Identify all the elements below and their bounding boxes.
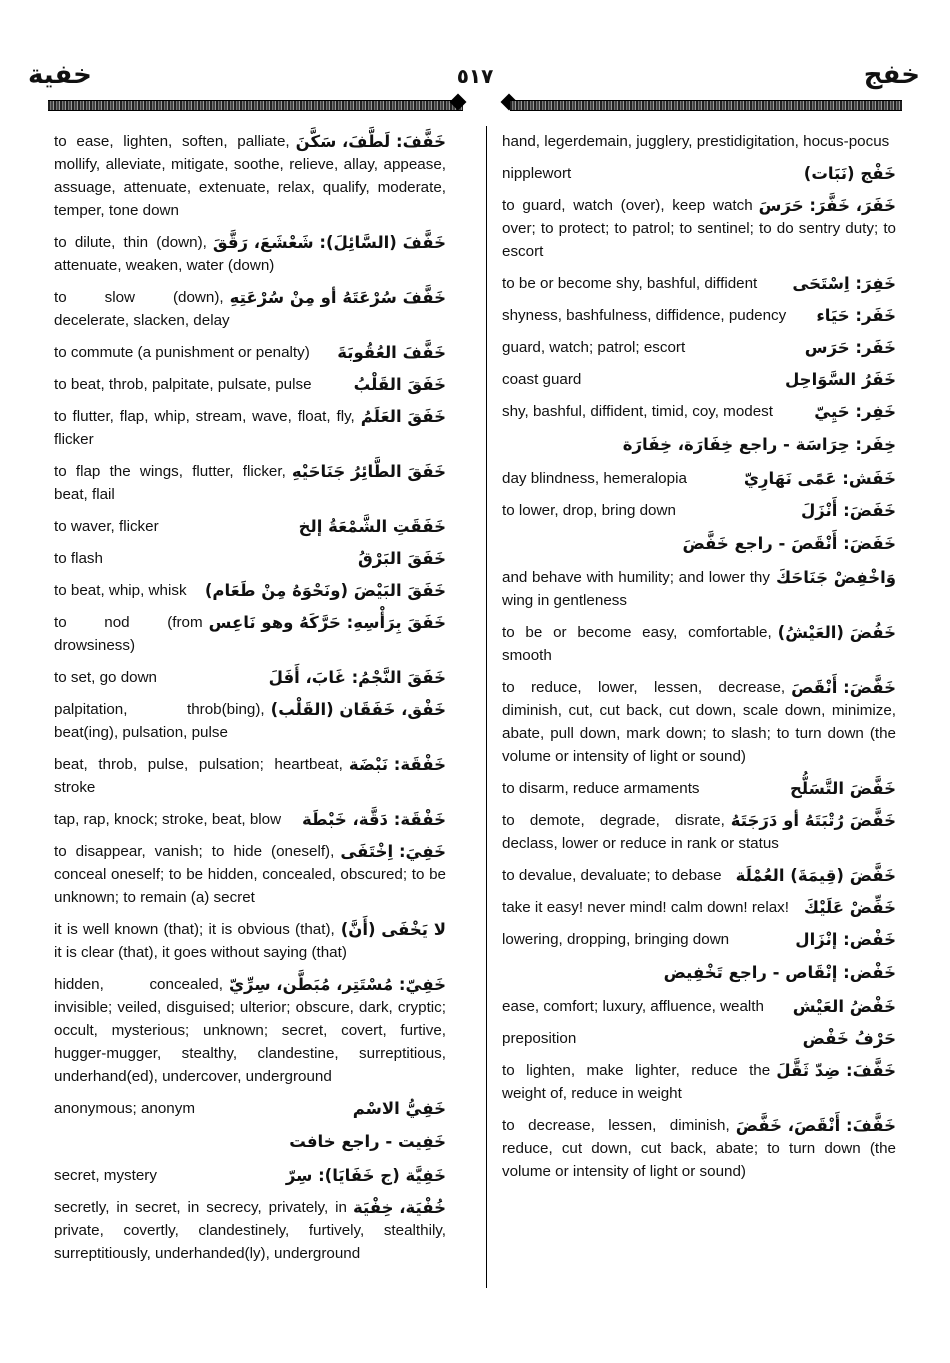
english-definition: to slow (down), decelerate, slacken, delay (54, 289, 230, 329)
english-definition: secretly, in secret, in secrecy, privately, in private, covertly, clandestinely, furtively, stealthily, surreptitiously, underhanded(ly), underground (54, 1199, 446, 1262)
arabic-headword: خَفَقَ البَيْضَ (ونَحْوَهُ مِنْ طَعَام) (204, 581, 446, 600)
english-definition: coast guard (502, 371, 582, 388)
dictionary-entry (54, 405, 446, 451)
arabic-headword: خَفِر: حَيِيّ (814, 402, 896, 421)
arabic-headword: خَفْقَة: نَبْضَة (348, 755, 446, 774)
arabic-headword: خَفِرَ: اِسْتَحَى (792, 274, 896, 293)
arabic-headword: خَفَقَ القَلْبُ (353, 375, 446, 394)
arabic-headword: خَفَّفَ (السَّائِلَ): شَعْشَعَ، رَقَّقَ (212, 233, 446, 252)
dictionary-entry (502, 194, 896, 263)
english-definition: secret, mystery (54, 1167, 157, 1184)
english-definition: to disarm, reduce armaments (502, 780, 700, 797)
dictionary-entry (54, 231, 446, 277)
right-column (502, 130, 896, 1192)
header-ornament-left (48, 100, 463, 111)
dictionary-entry (502, 336, 896, 359)
arabic-headword: خَفِيَ: اِخْتَفَى (340, 842, 446, 861)
dictionary-entry (502, 928, 896, 951)
dictionary-entry (54, 547, 446, 570)
dictionary-entry (54, 973, 446, 1088)
arabic-headword: خَفِيَّة (ج خَفَايَا): سِرّ (285, 1166, 446, 1185)
page-number: ٥١٧ (456, 64, 494, 88)
arabic-headword: خَفَقَ بِرَأْسِهِ: حَرَّكَهُ وهو نَاعِس (208, 613, 446, 632)
english-definition: tap, rap, knock; stroke, beat, blow (54, 811, 282, 828)
arabic-headword: خَفَر: حَيَاء (816, 306, 896, 325)
dictionary-entry (54, 698, 446, 744)
arabic-headword: خَفَر: حَرَس (804, 338, 896, 357)
english-definition: to lower, drop, bring down (502, 502, 676, 519)
arabic-headword: خَفَّفَ: ضِدّ ثَقَّلَ (776, 1061, 896, 1080)
arabic-headword: خَفْق، خَفَقَان (القَلْب) (270, 700, 446, 719)
arabic-cross-reference: خَفَضَ: أَنْقَصَ - راجع خَفَّضَ (682, 534, 896, 553)
english-definition: it is well known (that); it is obvious (that), it is clear (that), it goes without saying (that) (54, 921, 347, 961)
english-definition: to lighten, make lighter, reduce the weight of, reduce in weight (502, 1062, 771, 1102)
arabic-headword: خَفَقَ النَّجْمُ: غَابَ، أَفَلَ (268, 668, 446, 687)
guide-word-left: خفية (28, 60, 92, 90)
arabic-headword: خَفَرَ، خَفَّرَ: حَرَسَ (758, 196, 896, 215)
dictionary-entry (54, 840, 446, 909)
english-definition: shy, bashful, diffident, timid, coy, modest (502, 403, 773, 420)
english-definition: anonymous; anonym (54, 1100, 195, 1117)
dictionary-entry (502, 272, 896, 295)
english-definition: to guard, watch (over), keep watch over; to protect; to patrol; to sentinel; to do sentry duty; to escort (502, 197, 896, 260)
arabic-headword: خَفْقَة: دَقَّة، خَبْطَة (302, 810, 446, 829)
header-ornament-right (510, 100, 902, 111)
arabic-headword: حَرْفُ خَفْض (802, 1029, 896, 1048)
arabic-headword: خَفَقَ البَرْقُ (358, 549, 446, 568)
arabic-headword: خَفِّضْ عَلَيْكَ (803, 898, 896, 917)
arabic-headword: خَفَّضَ (قِيمَةَ) العُمْلَة (735, 866, 896, 885)
dictionary-entry (54, 611, 446, 657)
english-definition: to disappear, vanish; to hide (oneself), conceal oneself; to be hidden, concealed, obscured; to be unknown; to remain (a) secret (54, 843, 446, 906)
arabic-headword: خَفَّفَ: لَطَّفَ، سَكَّنَ (295, 132, 446, 151)
arabic-headword: خَفَّفَ سُرْعَتَهُ أو مِنْ سُرْعَتِهِ (229, 288, 446, 307)
dictionary-entry (502, 304, 896, 327)
arabic-headword: خَفَش: عَمًى نَهَارِيّ (743, 469, 896, 488)
dictionary-entry (502, 162, 896, 185)
dictionary-entry (54, 808, 446, 831)
english-definition: day blindness, hemeralopia (502, 470, 687, 487)
arabic-headword: خَفَّضَ رُتْبَتَهُ أو دَرَجَتَهُ (730, 811, 896, 830)
english-definition: preposition (502, 1030, 577, 1047)
dictionary-entry (54, 1097, 446, 1120)
arabic-headword: خَفَضَ: أَنْزَلَ (800, 501, 896, 520)
dictionary-entry (54, 286, 446, 332)
english-definition: hand, legerdemain, jugglery, prestidigitation, hocus-pocus (502, 133, 890, 150)
english-definition: to flap the wings, flutter, flicker, beat, flail (54, 463, 286, 503)
dictionary-entry (54, 666, 446, 689)
arabic-headword: خَفَّضَ: أَنْقَصَ (791, 678, 896, 697)
dictionary-entry (502, 864, 896, 887)
english-definition: to decrease, lessen, diminish, reduce, cut down, cut back, abate; to turn down (the volume or intensity of light or sound) (502, 1117, 896, 1180)
arabic-headword: خَفْض: إنْزَال (795, 930, 896, 949)
english-definition: to be or become shy, bashful, diffident (502, 275, 758, 292)
dictionary-entry (54, 341, 446, 364)
english-definition: to nod (from drowsiness) (54, 614, 203, 654)
english-definition: hidden, concealed, invisible; veiled, disguised; ulterior; obscure, dark, cryptic; occult, mysterious; unknown; secret, covert, furtive, hugger-mugger, stealthy, clandestine, surreptitious, underhand(ed), undercover, underground (54, 976, 446, 1085)
dictionary-entry (502, 130, 896, 153)
dictionary-entry (502, 809, 896, 855)
arabic-headword: خَفَّفَ العُقُوبَةَ (337, 343, 446, 362)
english-definition: to devalue, devaluate; to debase (502, 867, 722, 884)
arabic-headword: خُفْيَة، خِفْيَة (352, 1198, 446, 1217)
arabic-headword: خَفَقَتِ الشَّمْعَةُ إلخ (298, 517, 446, 536)
arabic-headword: خَفَقَ الطَّائِرُ جَنَاحَيْهِ (291, 462, 446, 481)
english-definition: to be or become easy, comfortable, smooth (502, 624, 772, 664)
english-definition: to flash (54, 550, 103, 567)
english-definition: to dilute, thin (down), attenuate, weaken, water (down) (54, 234, 275, 274)
english-definition: shyness, bashfulness, diffidence, pudency (502, 307, 787, 324)
english-definition: to demote, degrade, disrate, declass, lower or reduce in rank or status (502, 812, 779, 852)
english-definition: and behave with humility; and lower thy wing in gentleness (502, 569, 770, 609)
dictionary-entry (502, 995, 896, 1018)
dictionary-entry (502, 499, 896, 522)
english-definition: lowering, dropping, bringing down (502, 931, 730, 948)
dictionary-entry (54, 460, 446, 506)
dictionary-entry (502, 621, 896, 667)
arabic-headword: خَفَقَ العَلَمُ (360, 407, 446, 426)
arabic-cross-reference: خَفْض: إنْقَاص - راجع تَخْفِيض (663, 963, 896, 982)
dictionary-entry (54, 918, 446, 964)
arabic-headword: خَفَّفَ: أَنْقَصَ، خَفَّضَ (735, 1116, 896, 1135)
english-definition: to beat, throb, palpitate, pulsate, pulse (54, 376, 312, 393)
arabic-headword: خَفْج (نَبَات) (803, 164, 896, 183)
dictionary-entry (54, 515, 446, 538)
guide-word-right: خفج (863, 60, 920, 90)
arabic-headword: خَفِيُّ الاسْم (352, 1099, 446, 1118)
english-definition: to set, go down (54, 669, 158, 686)
dictionary-entry (54, 1164, 446, 1187)
english-definition: take it easy! never mind! calm down! relax! (502, 899, 789, 916)
arabic-headword: خَفُضَ (العَيْشُ) (777, 623, 896, 642)
dictionary-entry (54, 1196, 446, 1265)
english-definition: to ease, lighten, soften, palliate, mollify, alleviate, mitigate, soothe, relieve, allay, appease, assuage, attenuate, extenuate, relax, qualify, moderate, temper, tone down (54, 133, 446, 219)
english-definition: nipplewort (502, 165, 572, 182)
arabic-headword: لا يَخْفَى (أَنَّ) (340, 920, 446, 939)
dictionary-entry (502, 1114, 896, 1183)
arabic-headword: وَاخْفِضْ جَنَاحَكَ (775, 568, 896, 587)
arabic-cross-reference: خِفَر: حِرَاسَة - راجع خِفَارَة، خِفَارَة (622, 435, 896, 454)
english-definition: ease, comfort; luxury, affluence, wealth (502, 998, 764, 1015)
english-definition: palpitation, throb(bing), beat(ing), pulsation, pulse (54, 701, 265, 741)
english-definition: to commute (a punishment or penalty) (54, 344, 310, 361)
dictionary-entry (502, 676, 896, 768)
dictionary-entry (502, 896, 896, 919)
arabic-headword: خَفْضُ العَيْش (792, 997, 896, 1016)
arabic-headword: خَفَّضَ التَّسَلُّح (789, 779, 896, 798)
dictionary-entry (502, 777, 896, 800)
left-column (54, 130, 446, 1274)
english-definition: to beat, whip, whisk (54, 582, 187, 599)
english-definition: beat, throb, pulse, pulsation; heartbeat, stroke (54, 756, 343, 796)
dictionary-entry (54, 373, 446, 396)
english-definition: to waver, flicker (54, 518, 159, 535)
dictionary-entry (502, 400, 896, 423)
dictionary-entry (502, 566, 896, 612)
dictionary-entry (502, 1059, 896, 1105)
column-divider (486, 126, 487, 1288)
english-definition: guard, watch; patrol; escort (502, 339, 686, 356)
dictionary-entry (502, 1027, 896, 1050)
arabic-headword: خَفَرُ السَّوَاحِل (784, 370, 896, 389)
english-definition: to reduce, lower, lessen, decrease, diminish, cut, cut back, cut down, scale down, minimize, abate, pull down, mark down; to slash; to turn down (the volume or intensity of light or sound) (502, 679, 896, 765)
dictionary-entry (502, 467, 896, 490)
arabic-cross-reference: خَفِيت - راجع خافت (289, 1132, 446, 1151)
arabic-headword: خَفِيّ: مُسْتَتِر، مُبَطَّن، سِرِّيّ (228, 975, 446, 994)
dictionary-entry (502, 368, 896, 391)
dictionary-entry (54, 579, 446, 602)
dictionary-entry (54, 130, 446, 222)
english-definition: to flutter, flap, whip, stream, wave, float, fly, flicker (54, 408, 355, 448)
dictionary-entry (54, 753, 446, 799)
